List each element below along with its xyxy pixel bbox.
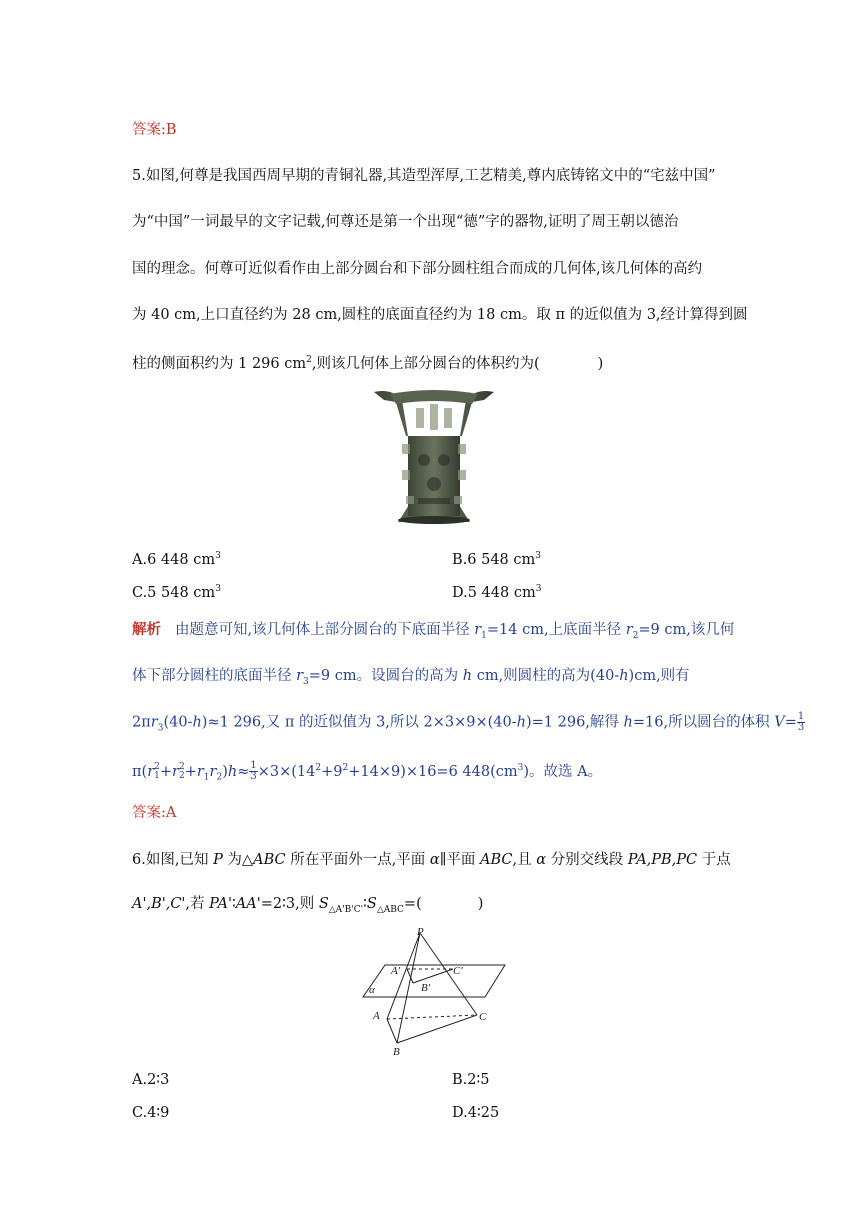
analysis-text: π( [132,763,148,780]
fraction-one-third [797,712,805,733]
answer-label: 答案 [132,122,161,138]
subscript: 1 [203,772,210,783]
var-h: h [619,668,629,684]
q6-text: ∶ [363,896,367,912]
var-r: r [474,622,482,638]
var-points: A',B',C' [132,896,186,912]
superscript: 3 [517,763,524,773]
q5-stem-line-1: 5.如图,何尊是我国西周早期的青铜礼器,其造型浑厚,工艺精美,尊内底铸铭文中的“宅兹中国” [132,168,716,184]
var-segments: PA,PB,PC [627,852,698,868]
var-h: h [623,714,633,731]
analysis-text: =9 cm。设圆台的高为 [308,668,463,684]
fraction-one-third [249,761,257,782]
q6-option-d[interactable]: D.4∶25 [452,1105,500,1121]
superscript: 2 [315,763,322,773]
analysis-text: )=1 296,解得 [526,714,624,731]
fraction-numerator: 1 [797,711,805,722]
q6-text: =2∶3,则 [260,896,319,912]
analysis-text: = [784,714,797,731]
q5-stem-line-2: 为“中国”一词最早的文字记载,何尊还是第一个出现“德”字的器物,证明了周王朝以德治 [132,214,679,230]
subscript: 2 [632,630,639,641]
analysis-text: +9 [321,763,343,780]
subscript: 2 [216,772,223,783]
analysis-text: ) [222,763,228,780]
option-text: B.6 548 cm [452,551,536,568]
var-aa: AA' [235,896,261,912]
subscript: 1 [481,630,487,641]
label-b-prime: B' [421,982,431,994]
analysis-label: 解析 [132,621,161,638]
q5-analysis-line-4 [132,758,602,788]
label-a: A [373,1010,380,1022]
analysis-text: )cm,则有 [628,668,690,684]
label-alpha: α [369,984,375,996]
var-alpha: α [429,852,440,868]
analysis-text: ≈ [237,763,250,780]
q6-stem-line-2 [132,894,483,920]
fraction-denominator: 3 [797,722,805,733]
q6-text: 6.如图,已知 [132,852,214,868]
q5-line5-sup: 2 [306,355,312,365]
q6-option-a[interactable]: A.2∶3 [132,1072,170,1088]
var-r: r [150,714,158,731]
option-sup: 3 [535,584,542,594]
label-b: B [393,1046,400,1058]
subscript: △A'B'C' [328,904,364,915]
var-v: V [774,714,785,731]
analysis-text: =9 cm,该几何 [638,622,735,638]
var-s: S [318,896,329,912]
option-sup: 3 [215,584,221,594]
var-p: P [213,852,223,868]
q5-line5-text: 柱的侧面积约为 1 296 cm [132,355,307,372]
var-h: h [192,714,202,731]
q5-analysis-line-2 [132,666,690,692]
var-r: r [147,763,155,780]
var-h: h [516,714,526,731]
var-pa: PA' [209,896,233,912]
option-text: A.6 448 cm [132,551,216,568]
q5-option-a[interactable] [132,546,221,570]
answer-sep: : [161,805,166,821]
var-r: r [296,668,304,684]
label-a-prime: A' [391,965,401,977]
var-abc: ABC [480,852,513,868]
q6-text: 分别交线段 [546,852,628,868]
analysis-text: )。故选 A。 [523,763,603,780]
q5-stem-line-5 [132,350,603,374]
analysis-text: 体下部分圆柱的底面半径 [132,668,297,684]
q5-stem-line-4: 为 40 cm,上口直径约为 28 cm,圆柱的底面直径约为 18 cm。取 π 的近似值为 3,经计算得到圆 [132,307,748,323]
fraction-denominator: 3 [250,771,257,783]
analysis-text: =16,所以圆台的体积 [632,714,775,731]
q6-text: ∥平面 [439,852,481,868]
q5-line5-close: ) [597,355,604,372]
q5-analysis-line-3 [132,712,805,738]
analysis-text: 2π [132,714,151,731]
q6-text: 所在平面外一点,平面 [285,852,430,868]
analysis-text: =14 cm,上底面半径 [486,622,626,638]
he-zun-vessel-image [372,386,496,526]
var-r: r [196,763,204,780]
q6-text: ∶ [232,896,236,912]
q6-text: ,若 [185,896,210,912]
analysis-text: )≈1 296,又 π 的近似值为 3,所以 2×3×9×(40- [201,714,517,731]
label-c-prime: C' [453,965,463,977]
subscript: 1 [154,770,160,781]
q6-option-b[interactable]: B.2∶5 [452,1072,490,1088]
var-s: S [366,896,377,912]
superscript: 2 [178,761,185,772]
superscript: 2 [154,761,160,772]
analysis-text: (40- [163,714,193,731]
var-alpha: α [536,852,547,868]
q5-line5-text-b: ,则该几何体上部分圆台的体积约为( [311,355,540,372]
analysis-text: cm,则圆柱的高为(40- [472,668,620,684]
subscript: △ABC [376,904,404,915]
analysis-text: +14×9)×16=6 448(cm [348,763,518,780]
subscript: 3 [303,676,309,687]
var-r: r [625,622,633,638]
q5-stem-line-3: 国的理念。何尊可近似看作由上部分圆台和下部分圆柱组合而成的几何体,该几何体的高约 [132,261,703,277]
analysis-text: 由题意可知,该几何体上部分圆台的下底面半径 [175,622,475,638]
subscript: 2 [178,770,185,781]
fraction-numerator: 1 [250,760,257,772]
label-p: P [417,926,424,938]
subscript: 3 [157,723,164,734]
q4-answer [132,120,177,140]
analysis-text: + [184,763,197,780]
q5-answer [132,803,176,823]
option-sup: 3 [215,551,221,561]
var-r: r [172,763,179,780]
option-sup: 3 [535,551,541,561]
answer-sep: : [161,122,166,138]
q5-option-c[interactable] [132,579,221,603]
q6-text: 为△ [222,852,254,868]
q6-text: ,且 [512,852,537,868]
q5-option-d[interactable] [452,579,541,603]
var-h: h [227,763,238,780]
answer-label: 答案 [132,805,161,821]
analysis-text: + [159,763,173,780]
q6-option-c[interactable]: C.4∶9 [132,1105,170,1121]
option-text: C.5 548 cm [132,584,216,601]
answer-value: B [165,122,177,138]
q5-analysis-line-1 [132,620,734,646]
var-h: h [462,668,473,684]
q6-text: =( [403,896,422,912]
q6-text: ) [477,896,484,912]
q5-option-b[interactable] [452,546,541,570]
var-abc: ABC [253,852,286,868]
analysis-text: ×3×(14 [257,763,316,780]
label-c: C [479,1011,487,1023]
pyramid-plane-figure [355,925,515,1060]
superscript: 2 [342,763,349,773]
answer-value: A [165,805,177,821]
option-text: D.5 448 cm [452,584,536,601]
q6-text: 于点 [697,852,731,868]
var-r: r [209,763,217,780]
q6-stem-line-1 [132,850,731,870]
